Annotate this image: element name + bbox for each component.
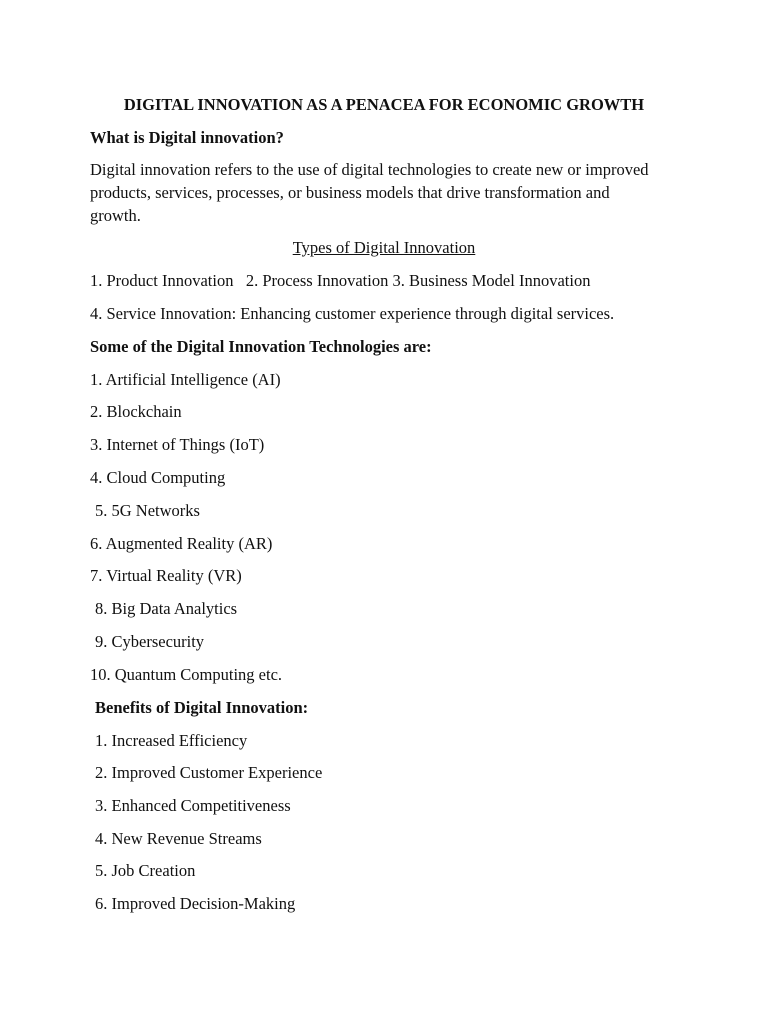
technology-item: 10. Quantum Computing etc.	[90, 665, 283, 684]
definition-paragraph: Digital innovation refers to the use of digital technologies to create new or improved products, services, processes, or business models that drive transformation and growth.	[90, 160, 649, 225]
document-title: DIGITAL INNOVATION AS A PENACEA FOR ECONOMIC GROWTH	[123, 95, 645, 114]
technology-item: 5. 5G Networks	[95, 501, 200, 520]
technologies-heading: Some of the Digital Innovation Technologies are:	[90, 337, 432, 356]
benefit-item: 3. Enhanced Competitiveness	[95, 796, 291, 815]
benefits-heading: Benefits of Digital Innovation:	[95, 698, 309, 717]
benefit-item: 4. New Revenue Streams	[95, 829, 262, 848]
benefit-item: 5. Job Creation	[95, 861, 196, 880]
technology-item: 3. Internet of Things (IoT)	[90, 435, 265, 454]
question-heading: What is Digital innovation?	[90, 128, 284, 147]
benefit-item: 1. Increased Efficiency	[95, 731, 248, 750]
benefit-item: 2. Improved Customer Experience	[95, 763, 323, 782]
types-line-1: 1. Product Innovation 2. Process Innovation 3. Business Model Innovation	[90, 271, 591, 290]
technology-item: 4. Cloud Computing	[90, 468, 226, 487]
types-heading	[0, 236, 768, 259]
technology-item: 6. Augmented Reality (AR)	[90, 534, 273, 553]
benefit-item: 6. Improved Decision-Making	[95, 894, 296, 913]
technology-item: 2. Blockchain	[90, 402, 182, 421]
technology-item: 1. Artificial Intelligence (AI)	[90, 370, 281, 389]
technology-item: 7. Virtual Reality (VR)	[90, 566, 242, 585]
types-line-2: 4. Service Innovation: Enhancing customer experience through digital services.	[90, 304, 615, 323]
technology-item: 9. Cybersecurity	[95, 632, 205, 651]
technology-item: 8. Big Data Analytics	[95, 599, 238, 618]
types-heading-text: Types of Digital Innovation	[292, 238, 476, 257]
